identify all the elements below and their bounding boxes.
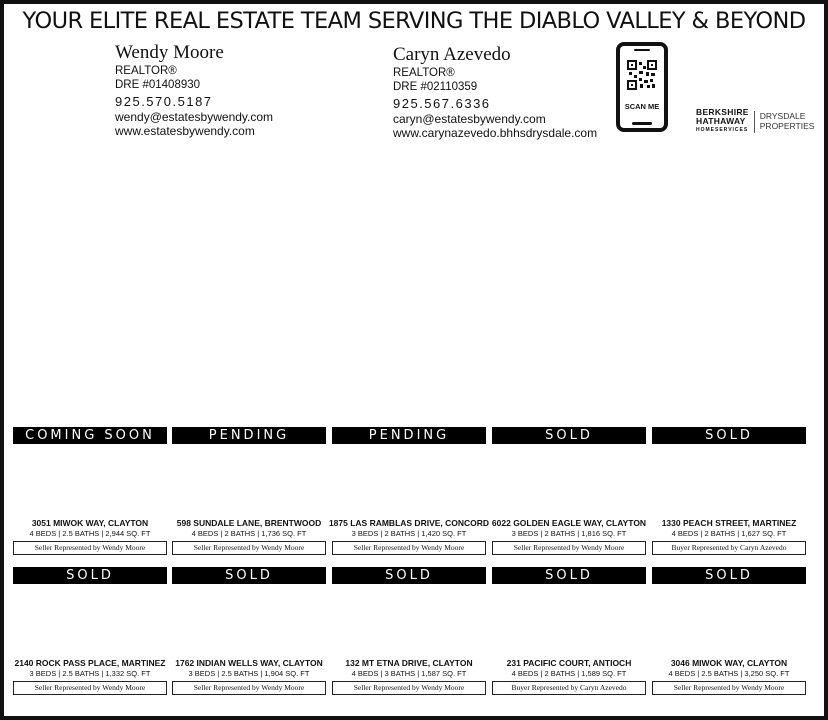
status-banner: PENDING — [172, 427, 326, 444]
drysdale-properties-wordmark — [760, 112, 815, 131]
logo-divider — [754, 111, 755, 133]
qr-code-icon — [627, 60, 657, 90]
listing-details: 3 BEDS | 2.5 BATHS | 1,332 SQ. FT — [29, 669, 151, 678]
listing-details: 4 BEDS | 2.5 BATHS | 3,250 SQ. FT — [668, 669, 790, 678]
brokerage-line-3: HOMESERVICES — [696, 127, 749, 133]
listing-representation: Seller Represented by Wendy Moore — [332, 681, 486, 695]
listing-representation: Seller Represented by Wendy Moore — [652, 681, 806, 695]
brokerage-logo — [696, 108, 814, 135]
listing-details: 3 BEDS | 2.5 BATHS | 1,904 SQ. FT — [188, 669, 310, 678]
listing-card[interactable] — [13, 427, 167, 552]
berkshire-hathaway-wordmark — [696, 108, 749, 135]
agent-title: REALTOR® — [115, 65, 177, 77]
listing-card[interactable] — [172, 567, 326, 692]
listing-address: 6022 GOLDEN EAGLE WAY, CLAYTON — [491, 518, 647, 528]
listing-representation: Buyer Represented by Caryn Azevedo — [492, 681, 646, 695]
listing-address: 2140 ROCK PASS PLACE, MARTINEZ — [14, 658, 166, 668]
listing-address: 132 MT ETNA DRIVE, CLAYTON — [345, 658, 473, 668]
listing-representation: Seller Represented by Wendy Moore — [13, 681, 167, 695]
listing-card[interactable] — [13, 567, 167, 692]
status-banner: SOLD — [652, 427, 806, 444]
listing-card[interactable] — [491, 427, 647, 552]
listing-details: 4 BEDS | 3 BATHS | 1,587 SQ. FT — [351, 669, 467, 678]
brokerage-line-2: HATHAWAY — [696, 116, 746, 126]
partner-line-2: PROPERTIES — [759, 120, 815, 131]
agent-website-link[interactable]: www.carynazevedo.bhhsdrysdale.com — [393, 126, 598, 140]
phone-speaker — [634, 49, 650, 51]
listing-representation: Seller Represented by Wendy Moore — [172, 541, 326, 555]
listing-card[interactable] — [652, 427, 806, 552]
agent-name: Wendy Moore — [115, 42, 224, 63]
agent-website-link[interactable]: www.estatesbywendy.com — [115, 124, 255, 138]
listing-card[interactable] — [492, 567, 646, 692]
scan-me-label: SCAN ME — [624, 102, 660, 111]
listing-representation: Seller Represented by Wendy Moore — [13, 541, 167, 555]
phone-qr-icon[interactable] — [616, 42, 668, 132]
listing-details: 3 BEDS | 2 BATHS | 1,420 SQ. FT — [351, 529, 467, 538]
listing-address: 1330 PEACH STREET, MARTINEZ — [661, 518, 797, 528]
brokerage-line-1: BERKSHIRE — [696, 107, 749, 117]
listing-card[interactable] — [652, 567, 806, 692]
agent-phone[interactable]: 925.570.5187 — [115, 94, 213, 109]
agent-phone[interactable]: 925.567.6336 — [393, 96, 491, 111]
status-banner: SOLD — [652, 567, 806, 584]
listing-card[interactable] — [328, 427, 490, 552]
agent-license: DRE #01408930 — [115, 79, 201, 91]
listing-details: 3 BEDS | 2 BATHS | 1,816 SQ. FT — [511, 529, 627, 538]
phone-home-button — [632, 122, 652, 125]
status-banner: COMING SOON — [13, 427, 167, 444]
agent-name: Caryn Azevedo — [393, 44, 511, 65]
agent-email-link[interactable]: wendy@estatesbywendy.com — [115, 110, 274, 124]
listing-card[interactable] — [172, 427, 326, 552]
headline: YOUR ELITE REAL ESTATE TEAM SERVING THE DIABLO VALLEY & BEYOND — [22, 8, 806, 34]
listing-representation: Seller Represented by Wendy Moore — [172, 681, 326, 695]
status-banner: PENDING — [332, 427, 486, 444]
listing-card[interactable] — [332, 567, 486, 692]
listing-details: 4 BEDS | 2.5 BATHS | 2,944 SQ. FT — [29, 529, 151, 538]
listing-address: 3051 MIWOK WAY, CLAYTON — [31, 518, 149, 528]
listing-representation: Seller Represented by Wendy Moore — [492, 541, 646, 555]
listing-representation: Seller Represented by Wendy Moore — [332, 541, 486, 555]
listing-address: 3046 MIWOK WAY, CLAYTON — [670, 658, 788, 668]
agent-card-wendy-moore — [115, 42, 273, 138]
listing-representation: Buyer Represented by Caryn Azevedo — [652, 541, 806, 555]
listing-address: 231 PACIFIC COURT, ANTIOCH — [506, 658, 632, 668]
agent-email-link[interactable]: caryn@estatesbywendy.com — [393, 112, 546, 126]
listing-details: 4 BEDS | 2 BATHS | 1,627 SQ. FT — [671, 529, 787, 538]
listing-details: 4 BEDS | 2 BATHS | 1,736 SQ. FT — [191, 529, 307, 538]
agent-license: DRE #02110359 — [393, 81, 478, 93]
agent-title: REALTOR® — [393, 67, 455, 79]
partner-line-1: DRYSDALE — [759, 111, 806, 121]
listing-address: 1875 LAS RAMBLAS DRIVE, CONCORD — [328, 518, 490, 528]
listing-address: 598 SUNDALE LANE, BRENTWOOD — [176, 518, 322, 528]
status-banner: SOLD — [13, 567, 167, 584]
status-banner: SOLD — [172, 567, 326, 584]
status-banner: SOLD — [492, 427, 646, 444]
listing-address: 1762 INDIAN WELLS WAY, CLAYTON — [175, 658, 323, 668]
agent-card-caryn-azevedo — [393, 44, 597, 140]
listing-details: 4 BEDS | 2 BATHS | 1,589 SQ. FT — [511, 669, 627, 678]
status-banner: SOLD — [332, 567, 486, 584]
status-banner: SOLD — [492, 567, 646, 584]
